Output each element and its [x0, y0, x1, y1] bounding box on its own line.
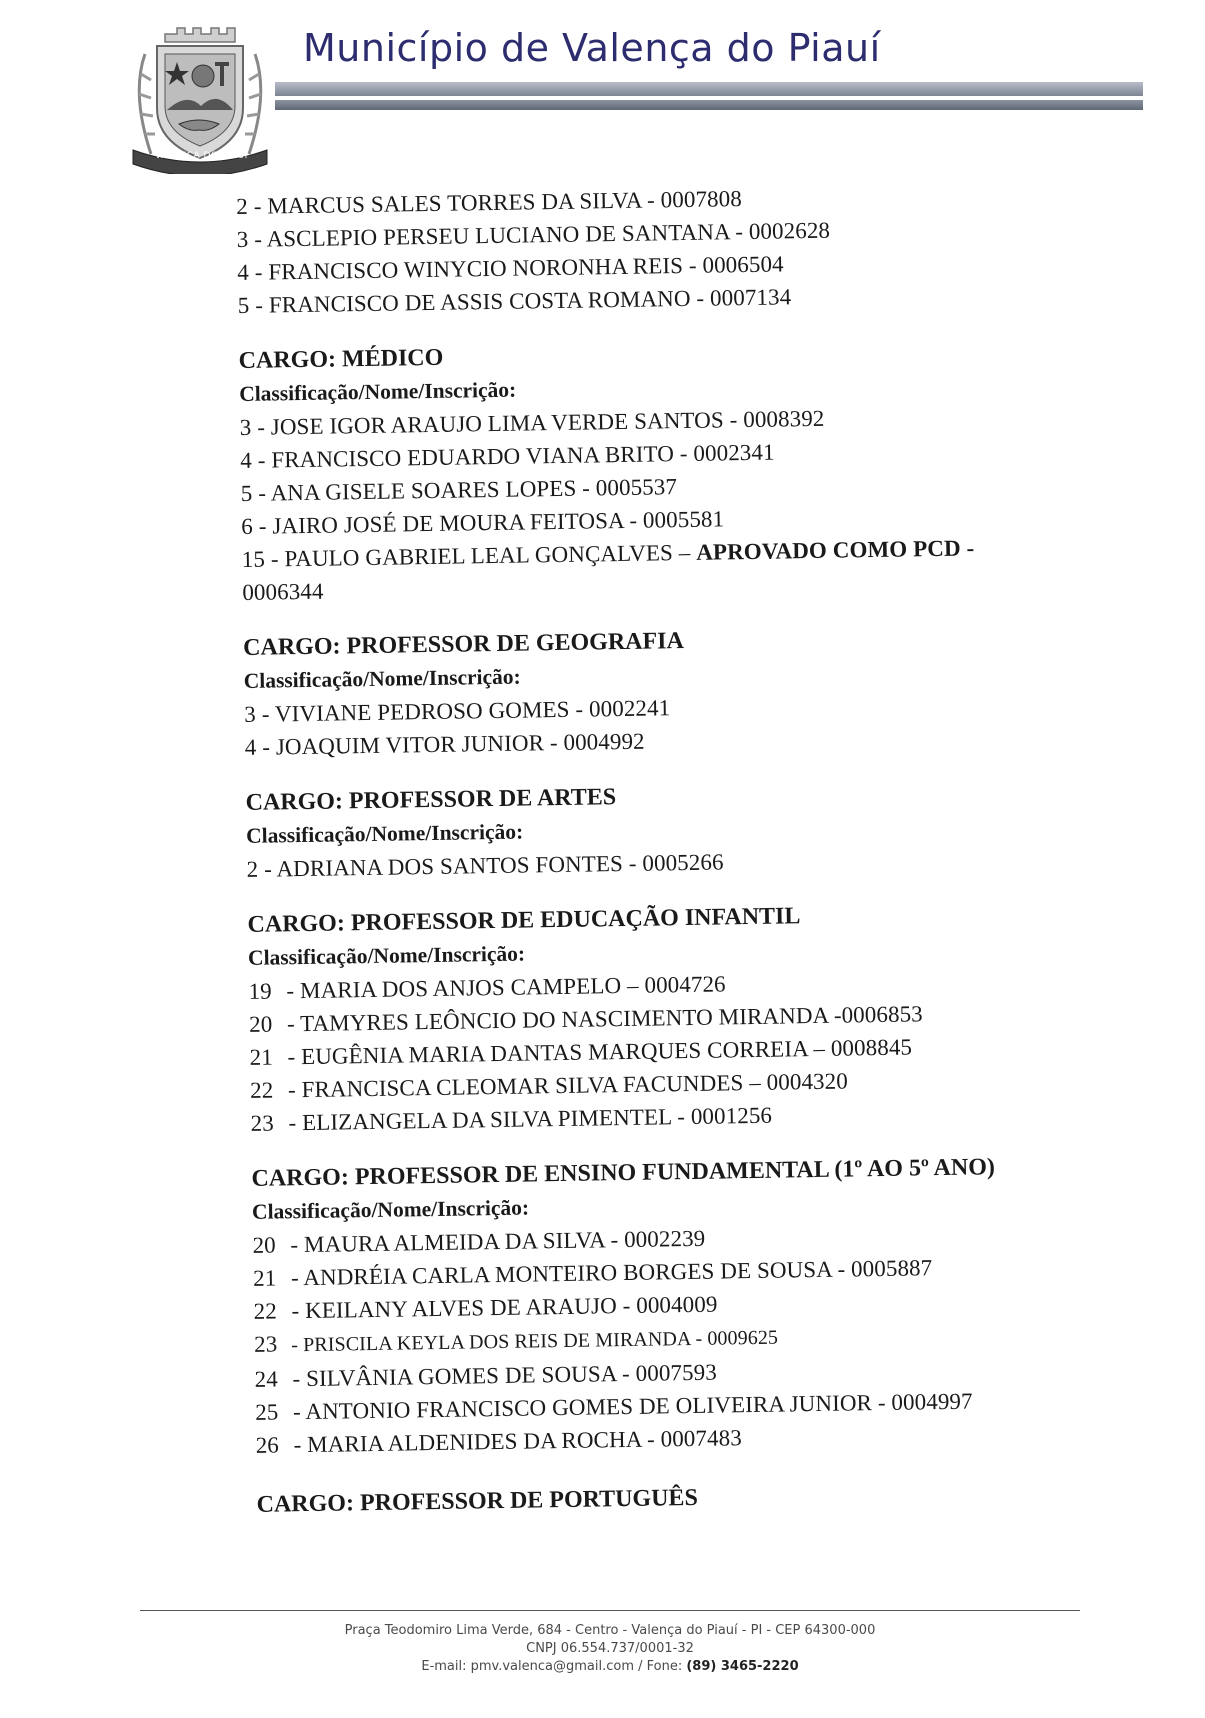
list-item-continuation: 0006344: [242, 578, 324, 605]
item-number: 3: [244, 701, 257, 727]
crest-ribbon-text: VALENÇA DO PIAUÍ: [155, 151, 248, 161]
item-text: - MARIA ALDENIDES DA ROCHA - 0007483: [293, 1425, 743, 1458]
footer: [140, 1622, 1080, 1676]
item-number: 21: [252, 1265, 277, 1291]
item-number: 26: [255, 1432, 280, 1458]
item-text: - FRANCISCO DE ASSIS COSTA ROMANO - 0007134: [255, 284, 792, 318]
cargo-heading: CARGO: PROFESSOR DE ARTES: [245, 784, 617, 816]
item-number: 4: [244, 734, 257, 760]
item-text: - FRANCISCA CLEOMAR SILVA FACUNDES – 0004320: [287, 1068, 849, 1103]
item-number: 20: [252, 1232, 276, 1258]
item-text: - ANA GISELE SOARES LOPES - 0005537: [258, 474, 678, 506]
item-text: - PRISCILA KEYLA DOS REIS DE MIRANDA - 0009625: [291, 1326, 779, 1357]
item-number: 4: [240, 447, 253, 473]
item-text: - MARIA DOS ANJOS CAMPELO – 0004726: [286, 971, 726, 1004]
item-text: - ELIZANGELA DA SILVA PIMENTEL - 0001256: [288, 1102, 773, 1136]
page-title: Município de Valença do Piauí: [303, 26, 881, 70]
item-number: 19: [248, 978, 272, 1004]
footer-cnpj: CNPJ 06.554.737/0001-32: [526, 1641, 694, 1656]
pcd-note: APROVADO COMO PCD -: [696, 535, 975, 565]
item-number: 2: [246, 856, 259, 882]
item-text: - ADRIANA DOS SANTOS FONTES - 0005266: [263, 849, 724, 882]
letterhead: [125, 14, 1145, 174]
item-number: 21: [249, 1044, 274, 1070]
cargo-heading: CARGO: MÉDICO: [238, 344, 444, 374]
municipal-crest-icon: [125, 14, 275, 174]
item-text: - ASCLEPIO PERSEU LUCIANO DE SANTANA - 0002628: [254, 217, 831, 252]
section-geografia: [243, 618, 1075, 764]
section-ensino-fundamental: [251, 1149, 1086, 1462]
item-number: 5: [240, 480, 253, 506]
classification-label: Classificação/Nome/Inscrição:: [239, 377, 517, 406]
item-text: - JOAQUIM VITOR JUNIOR - 0004992: [262, 728, 645, 760]
footer-rule: [140, 1610, 1080, 1611]
section-educacao-infantil: [247, 895, 1081, 1140]
item-text: - VIVIANE PEDROSO GOMES - 0002241: [261, 695, 671, 727]
item-text: - FRANCISCO WINYCIO NORONHA REIS - 0006504: [254, 251, 784, 285]
item-text: - MARCUS SALES TORRES DA SILVA - 0007808: [253, 186, 743, 219]
item-number: 5: [237, 292, 250, 318]
item-number: 6: [241, 513, 254, 539]
cargo-heading: CARGO: PROFESSOR DE GEOGRAFIA: [242, 628, 685, 661]
item-text: - EUGÊNIA MARIA DANTAS MARQUES CORREIA – 0008845: [287, 1034, 913, 1070]
item-number: 23: [250, 1110, 275, 1136]
footer-contact: [140, 1658, 1080, 1676]
header-rule-secondary: [275, 100, 1143, 110]
classification-label: Classificação/Nome/Inscrição:: [245, 819, 524, 848]
section-medico: [238, 331, 1072, 609]
top-list: [236, 177, 1068, 322]
item-number: 24: [254, 1366, 279, 1392]
item-number: 20: [248, 1011, 273, 1037]
item-text: - TAMYRES LEÔNCIO DO NASCIMENTO MIRANDA -0006853: [286, 1001, 923, 1037]
item-number: 3: [236, 226, 249, 252]
item-number: 3: [239, 414, 252, 440]
classification-label: Classificação/Nome/Inscrição:: [247, 941, 526, 970]
item-text: - PAULO GABRIEL LEAL GONÇALVES –: [270, 539, 697, 572]
item-text: - ANDRÉIA CARLA MONTEIRO BORGES DE SOUSA - 0005887: [290, 1255, 933, 1291]
header-rule: [275, 82, 1143, 96]
section-artes: [245, 773, 1076, 886]
item-text: - FRANCISCO EDUARDO VIANA BRITO - 0002341: [257, 439, 775, 473]
item-text: - JOSE IGOR ARAUJO LIMA VERDE SANTOS - 0008392: [257, 405, 825, 440]
item-number: 15: [241, 546, 266, 572]
cargo-heading: CARGO: PROFESSOR DE ENSINO FUNDAMENTAL (1º AO 5º ANO): [251, 1154, 996, 1192]
item-text: - SILVÂNIA GOMES DE SOUSA - 0007593: [292, 1359, 718, 1392]
item-text: - JAIRO JOSÉ DE MOURA FEITOSA - 0005581: [258, 506, 725, 539]
footer-phone: (89) 3465-2220: [686, 1659, 799, 1674]
item-number: 25: [255, 1399, 279, 1425]
item-text: - KEILANY ALVES DE ARAUJO - 0004009: [291, 1291, 718, 1324]
cargo-heading-portugues: CARGO: PROFESSOR DE PORTUGUÊS: [256, 1484, 699, 1518]
item-text: - MAURA ALMEIDA DA SILVA - 0002239: [290, 1225, 706, 1258]
cargo-heading: CARGO: PROFESSOR DE EDUCAÇÃO INFANTIL: [247, 903, 801, 938]
item-text: - ANTONIO FRANCISCO GOMES DE OLIVEIRA JUNIOR - 0004997: [292, 1388, 973, 1425]
item-number: 22: [253, 1298, 278, 1324]
item-number: 22: [249, 1077, 274, 1103]
document-body: [236, 177, 1087, 1522]
item-number: 23: [253, 1331, 278, 1357]
footer-email: E-mail: pmv.valenca@gmail.com / Fone:: [421, 1659, 687, 1674]
classification-label: Classificação/Nome/Inscrição:: [251, 1195, 530, 1224]
classification-label: Classificação/Nome/Inscrição:: [243, 664, 521, 693]
footer-address: Praça Teodomiro Lima Verde, 684 - Centro - Valença do Piauí - PI - CEP 64300-000: [344, 1623, 876, 1638]
item-number: 2: [236, 193, 249, 219]
item-number: 4: [237, 259, 250, 285]
